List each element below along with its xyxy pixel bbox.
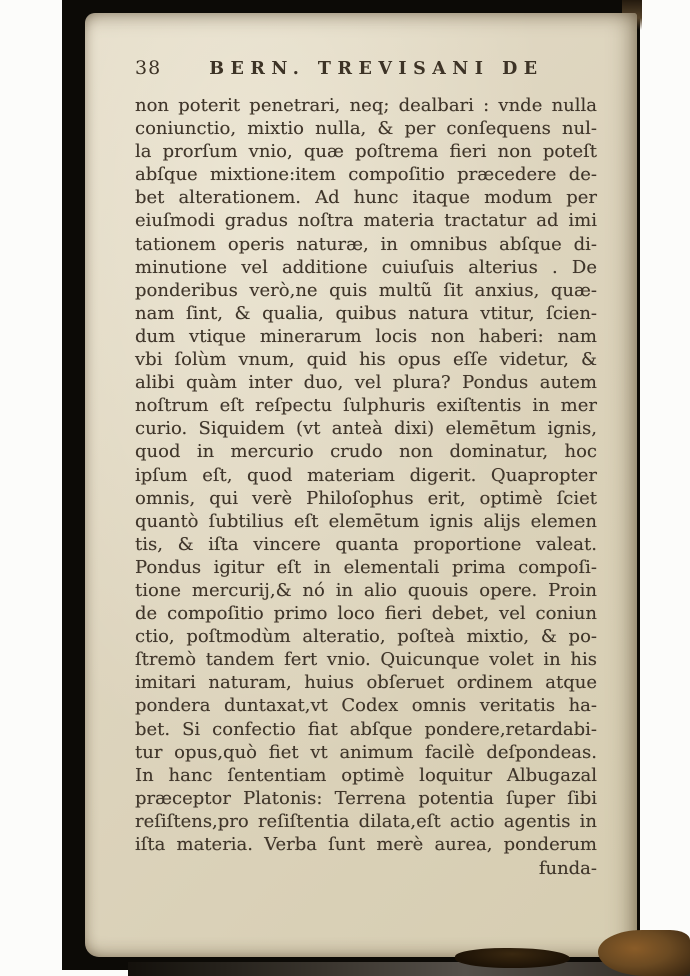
text-line: noſtrum eſt reſpectu ſulphuris exiſtentis in mer — [135, 395, 597, 417]
text-line: alibi quàm inter duo, vel plura? Pondus autem — [135, 372, 597, 394]
text-line: omnis, qui verè Philoſophus erit, optimè ſciet — [135, 487, 597, 509]
text-line: eiuſmodi gradus noſtra materia tractatur ad imi — [135, 210, 597, 232]
text-line: reſiſtens,pro reſiſtentia dilata,eſt actio agentis in — [135, 810, 597, 832]
text-line: ponderibus verò,ne quis multũ ſit anxius, quæ- — [135, 279, 597, 301]
text-line: bet. Si confectio fiat abſque pondere,retardabi- — [135, 718, 597, 740]
text-line: iſta materia. Verba ſunt merè aurea, ponderum — [135, 834, 597, 855]
book-edge-stain-bottom-right — [598, 930, 690, 976]
text-line: la prorſum vnio, quæ poſtrema fieri non poteſt — [135, 141, 597, 163]
text-line: quantò ſubtilius eſt elemētum ignis alijs elemen — [135, 510, 597, 532]
text-line: pondera duntaxat,vt Codex omnis veritatis ha- — [135, 695, 597, 717]
text-line: tis, & iſta vincere quanta proportione valeat. — [135, 533, 597, 555]
text-line: de compoſitio primo loco fieri debet, vel coniun — [135, 603, 597, 625]
text-line: ctio, poſtmodùm alteratio, poſteà mixtio, & po- — [135, 626, 597, 648]
text-line: ipſum eſt, quod materiam digerit. Quapropter — [135, 464, 597, 486]
text-line: minutione vel additione cuiuſuis alterius . De — [135, 256, 597, 278]
text-line: In hanc ſententiam optimè loquitur Albugazal — [135, 764, 597, 786]
page-header — [135, 57, 599, 79]
text-line: tationem operis naturæ, in omnibus abſque di- — [135, 233, 597, 255]
text-line: tione mercurij,& nó in alio quouis opere. Proin — [135, 579, 597, 601]
text-line: præceptor Platonis: Terrena potentia ſuper ſibi — [135, 787, 597, 809]
page-number: 38 — [135, 57, 162, 79]
catchword: funda- — [538, 858, 597, 879]
book-edge-stain-bottom-mid — [455, 948, 570, 968]
text-line: bet alterationem. Ad hunc itaque modum per — [135, 187, 597, 209]
text-block — [135, 94, 597, 856]
text-line: abſque mixtione:item compoſitio præcedere de- — [135, 164, 597, 186]
text-line: coniunctio, mixtio nulla, & per conſequens nul- — [135, 118, 597, 140]
text-line: non poterit penetrari, neq; dealbari : vnde nulla — [135, 95, 597, 116]
text-line: imitari naturam, huius obſeruet ordinem atque — [135, 672, 597, 694]
text-line: quod in mercurio crudo non dominatur, hoc — [135, 441, 597, 463]
text-line: nam ſint, & qualia, quibus natura vtitur, ſcien- — [135, 302, 597, 324]
text-line: Pondus igitur eſt in elementali prima compoſi- — [135, 556, 597, 578]
text-line: ſtremò tandem fert vnio. Quicunque volet in his — [135, 649, 597, 671]
text-line: vbi ſolùm vnum, quid his opus eſſe videtur, & — [135, 349, 597, 371]
text-line: tur opus,quò fiet vt animum facilè deſpondeas. — [135, 741, 597, 763]
book-page — [85, 13, 637, 957]
text-line: dum vtique minerarum locis non haberi: nam — [135, 325, 597, 347]
running-title: BERN. TREVISANI DE — [209, 59, 544, 79]
text-line: curio. Siquidem (vt anteà dixi) elemētum ignis, — [135, 418, 597, 440]
